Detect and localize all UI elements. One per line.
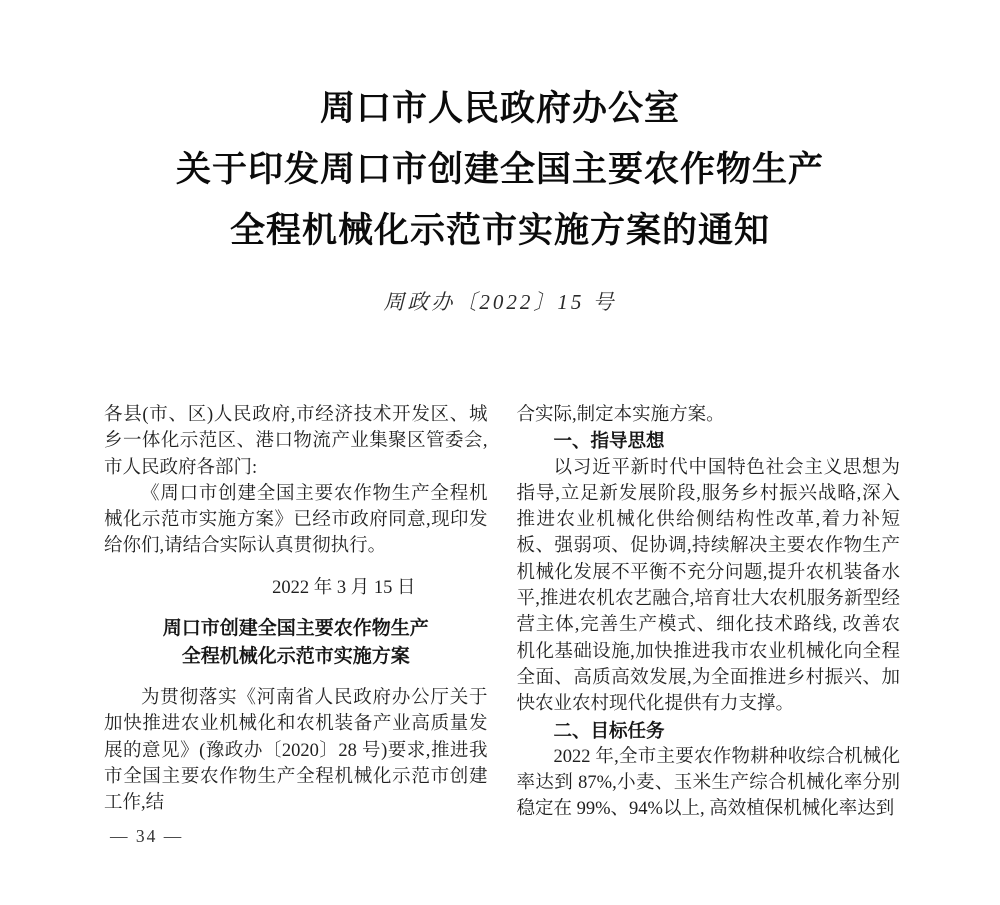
salutation-paragraph: 各县(市、区)人民政府,市经济技术开发区、城乡一体化示范区、港口物流产业集聚区管委会,市人民政府各部门: xyxy=(104,405,488,478)
notice-paragraph: 《周口市创建全国主要农作物生产全程机械化示范市实施方案》已经市政府同意,现印发给你们,请结合实际认真贯彻执行。 xyxy=(104,483,488,557)
section-2-heading: 二、目标任务 xyxy=(553,719,665,741)
document-title-line-3: 全程机械化示范市实施方案的通知 xyxy=(229,211,770,250)
document-body xyxy=(104,402,900,823)
section-1-paragraph: 以习近平新时代中国特色社会主义思想为指导,立足新发展阶段,服务乡村振兴战略,深入推进农业机械化供给侧结构性改革,着力补短板、强弱项、促协调,持续解决主要农作物生产机械化发展不平衡不充分问题,提升农机装备水平,推进农机农艺融合,培育壮大农机服务新型经营主体,完善生产模式、细化技术路线, 改善农机化基础设施,加快推进我市农业机械化向全程全面、高质高效发展,为全面推进乡村振兴、加快农业农村现代化提供有力支撑。 xyxy=(516,457,900,715)
plan-title-line-1: 周口市创建全国主要农作物生产 xyxy=(162,618,429,640)
plan-title-line-2: 全程机械化示范市实施方案 xyxy=(181,645,410,667)
left-column xyxy=(104,402,488,823)
document-title-line-1: 周口市人民政府办公室 xyxy=(319,89,680,128)
intro-paragraph: 为贯彻落实《河南省人民政府办公厅关于加快推进农业机械化和农机装备产业高质量发展的意见》(豫政办〔2020〕28 号)要求,推进我市全国主要农作物生产全程机械化示范市创建工作,结 xyxy=(104,688,488,814)
section-2-paragraph: 2022 年,全市主要农作物耕种收综合机械化率达到 87%,小麦、玉米生产综合机械化率分别稳定在 99%、94%以上, 高效植保机械化率达到 xyxy=(516,746,900,820)
plan-title xyxy=(104,615,488,670)
issue-date: 2022 年 3 月 15 日 xyxy=(272,577,416,598)
right-column xyxy=(517,402,901,823)
document-title xyxy=(0,78,1000,261)
document-number: 周政办〔2022〕15 号 xyxy=(383,290,617,314)
page-number: — 34 — xyxy=(110,826,184,846)
document-title-line-2: 关于印发周口市创建全国主要农作物生产 xyxy=(175,150,824,189)
section-1-heading: 一、指导思想 xyxy=(553,430,665,452)
intro-continuation: 合实际,制定本实施方案。 xyxy=(516,405,725,425)
